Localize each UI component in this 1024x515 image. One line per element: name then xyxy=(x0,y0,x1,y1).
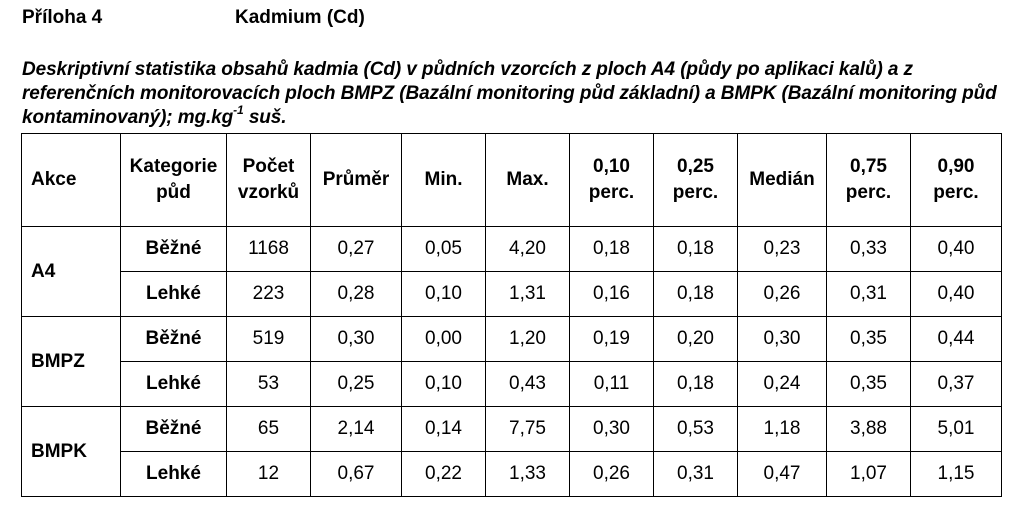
value-cell-pocet: 65 xyxy=(227,407,311,452)
value-cell-perc-10: 0,16 xyxy=(570,272,654,317)
element-title: Kadmium (Cd) xyxy=(235,7,365,28)
value-cell-pocet: 223 xyxy=(227,272,311,317)
value-cell-perc-10: 0,26 xyxy=(570,452,654,497)
value-cell-min: 0,00 xyxy=(402,317,486,362)
value-cell-max: 1,33 xyxy=(486,452,570,497)
kategorie-cell: Běžné xyxy=(121,227,227,272)
statistics-table xyxy=(21,133,1002,497)
value-cell-median: 1,18 xyxy=(738,407,827,452)
value-cell-perc-90: 0,40 xyxy=(911,272,1002,317)
header-kategorie: Kategorie půd xyxy=(121,134,227,227)
value-cell-median: 0,24 xyxy=(738,362,827,407)
header-row xyxy=(22,134,1002,227)
value-cell-min: 0,10 xyxy=(402,272,486,317)
header-prumer: Průměr xyxy=(311,134,402,227)
value-cell-perc-10: 0,18 xyxy=(570,227,654,272)
caption-superscript: -1 xyxy=(233,102,244,117)
caption-suffix: suš. xyxy=(243,107,287,128)
kategorie-cell: Lehké xyxy=(121,362,227,407)
akce-cell: BMPK xyxy=(22,407,121,497)
value-cell-pocet: 1168 xyxy=(227,227,311,272)
value-cell-perc-25: 0,53 xyxy=(654,407,738,452)
value-cell-perc-75: 3,88 xyxy=(827,407,911,452)
value-cell-median: 0,26 xyxy=(738,272,827,317)
value-cell-min: 0,22 xyxy=(402,452,486,497)
header-akce: Akce xyxy=(22,134,121,227)
value-cell-prumer: 0,30 xyxy=(311,317,402,362)
value-cell-pocet: 53 xyxy=(227,362,311,407)
value-cell-median: 0,30 xyxy=(738,317,827,362)
caption-text: Deskriptivní statistika obsahů kadmia (Cd) v půdních vzorcích z ploch A4 (půdy po aplikaci kalů) a z referenčních monitorovacích ploch BMPZ (Bazální monitoring půd základní) a BMPK (Bazální monitoring půd kontaminovaný); mg.kg xyxy=(22,59,997,128)
value-cell-pocet: 12 xyxy=(227,452,311,497)
appendix-label: Příloha 4 xyxy=(22,7,103,28)
value-cell-perc-75: 0,35 xyxy=(827,317,911,362)
header-max: Max. xyxy=(486,134,570,227)
value-cell-perc-90: 0,40 xyxy=(911,227,1002,272)
value-cell-prumer: 0,27 xyxy=(311,227,402,272)
header-perc-10: 0,10 perc. xyxy=(570,134,654,227)
value-cell-max: 1,31 xyxy=(486,272,570,317)
kategorie-cell: Běžné xyxy=(121,407,227,452)
value-cell-max: 0,43 xyxy=(486,362,570,407)
table-row xyxy=(22,452,1002,497)
value-cell-pocet: 519 xyxy=(227,317,311,362)
header-pocet: Počet vzorků xyxy=(227,134,311,227)
value-cell-min: 0,05 xyxy=(402,227,486,272)
value-cell-perc-10: 0,11 xyxy=(570,362,654,407)
table-row xyxy=(22,227,1002,272)
kategorie-cell: Lehké xyxy=(121,452,227,497)
value-cell-prumer: 0,25 xyxy=(311,362,402,407)
value-cell-perc-90: 0,44 xyxy=(911,317,1002,362)
value-cell-perc-90: 1,15 xyxy=(911,452,1002,497)
value-cell-perc-75: 0,35 xyxy=(827,362,911,407)
akce-cell: A4 xyxy=(22,227,121,317)
header-median: Medián xyxy=(738,134,827,227)
value-cell-perc-75: 0,33 xyxy=(827,227,911,272)
table-row xyxy=(22,362,1002,407)
value-cell-prumer: 0,67 xyxy=(311,452,402,497)
value-cell-min: 0,10 xyxy=(402,362,486,407)
value-cell-median: 0,23 xyxy=(738,227,827,272)
value-cell-median: 0,47 xyxy=(738,452,827,497)
value-cell-perc-75: 1,07 xyxy=(827,452,911,497)
header-perc-75: 0,75 perc. xyxy=(827,134,911,227)
table-row xyxy=(22,407,1002,452)
value-cell-perc-25: 0,18 xyxy=(654,362,738,407)
header-perc-90: 0,90 perc. xyxy=(911,134,1002,227)
value-cell-prumer: 2,14 xyxy=(311,407,402,452)
value-cell-max: 7,75 xyxy=(486,407,570,452)
value-cell-min: 0,14 xyxy=(402,407,486,452)
kategorie-cell: Běžné xyxy=(121,317,227,362)
table-row xyxy=(22,272,1002,317)
value-cell-perc-25: 0,18 xyxy=(654,272,738,317)
value-cell-max: 1,20 xyxy=(486,317,570,362)
value-cell-perc-90: 5,01 xyxy=(911,407,1002,452)
table-caption xyxy=(22,58,1012,130)
table-row xyxy=(22,317,1002,362)
header-perc-25: 0,25 perc. xyxy=(654,134,738,227)
value-cell-prumer: 0,28 xyxy=(311,272,402,317)
value-cell-perc-10: 0,30 xyxy=(570,407,654,452)
kategorie-cell: Lehké xyxy=(121,272,227,317)
value-cell-perc-25: 0,31 xyxy=(654,452,738,497)
value-cell-perc-25: 0,20 xyxy=(654,317,738,362)
value-cell-perc-75: 0,31 xyxy=(827,272,911,317)
value-cell-perc-10: 0,19 xyxy=(570,317,654,362)
table-body xyxy=(22,227,1002,497)
akce-cell: BMPZ xyxy=(22,317,121,407)
value-cell-perc-90: 0,37 xyxy=(911,362,1002,407)
value-cell-perc-25: 0,18 xyxy=(654,227,738,272)
header-min: Min. xyxy=(402,134,486,227)
value-cell-max: 4,20 xyxy=(486,227,570,272)
